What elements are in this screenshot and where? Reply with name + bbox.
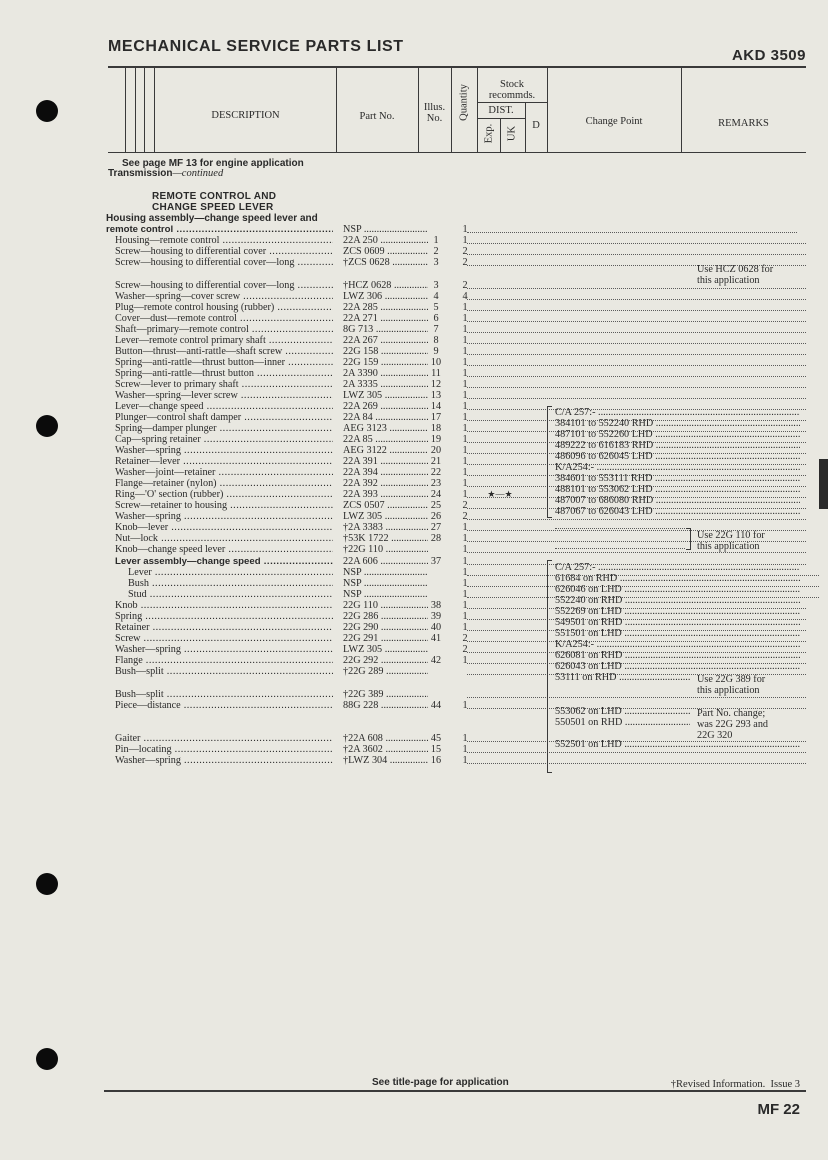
illus-number: 7 bbox=[433, 324, 439, 335]
transmission-label: Transmission bbox=[108, 168, 173, 179]
part-description: Retainer ..... bbox=[115, 622, 333, 633]
remark-part-change: was 22G 293 and bbox=[697, 719, 769, 730]
quantity: 1 bbox=[462, 379, 468, 390]
section-heading-1: REMOTE CONTROL AND bbox=[152, 191, 277, 202]
column-rule bbox=[144, 68, 145, 152]
quantity: 1 bbox=[462, 368, 468, 379]
change-point-text: 53111 on RHD ..... bbox=[555, 672, 690, 683]
part-description: Knob—lever ..... bbox=[115, 522, 333, 533]
row-rule bbox=[467, 288, 806, 289]
change-point-entry bbox=[555, 584, 805, 595]
part-description: Screw ..... bbox=[115, 633, 333, 644]
quantity: 2 bbox=[462, 246, 468, 257]
remark-hcz: Use HCZ 0628 for bbox=[697, 264, 774, 275]
change-point-entry bbox=[555, 672, 805, 683]
transmission-heading bbox=[108, 168, 223, 179]
column-rule bbox=[681, 68, 682, 152]
part-description: Washer—spring—lever screw ..... bbox=[115, 390, 333, 401]
illus-number: 3 bbox=[433, 257, 439, 268]
change-point-text: 550501 on RHD ..... bbox=[555, 717, 690, 728]
row-rule bbox=[467, 310, 806, 311]
part-number: †LWZ 304 ..... bbox=[343, 755, 428, 766]
part-number: 22A 85 ..... bbox=[343, 434, 428, 445]
col-illus-no: No. bbox=[426, 113, 443, 124]
illus-number: 26 bbox=[430, 511, 442, 522]
quantity: 1 bbox=[462, 423, 468, 434]
remark-bracket bbox=[686, 528, 691, 550]
part-number: ZCS 0507 ..... bbox=[343, 500, 428, 511]
illus-number: 20 bbox=[430, 445, 442, 456]
quantity: 1 bbox=[462, 522, 468, 533]
quantity: 1 bbox=[462, 456, 468, 467]
row-rule bbox=[467, 354, 806, 355]
quantity: 1 bbox=[462, 224, 468, 235]
row-rule bbox=[467, 232, 797, 233]
part-description: Spring ..... bbox=[115, 611, 333, 622]
illus-number: 44 bbox=[430, 700, 442, 711]
remark-22g110: this application bbox=[697, 541, 760, 552]
part-description: Lever—change speed ..... bbox=[115, 401, 333, 412]
part-description: Screw—housing to differential cover—long ..... bbox=[115, 280, 333, 291]
quantity: 1 bbox=[462, 489, 468, 500]
remark-part-change: Part No. change; bbox=[697, 708, 766, 719]
quantity: 1 bbox=[462, 622, 468, 633]
part-description: Button—thrust—anti-rattle—shaft screw ..... bbox=[115, 346, 333, 357]
change-point-entry bbox=[555, 639, 805, 650]
col-illus: Illus. bbox=[423, 102, 446, 113]
part-description: Plug—remote control housing (rubber) ..... bbox=[115, 302, 333, 313]
quantity: 1 bbox=[462, 235, 468, 246]
stock-stars: ★—★ bbox=[487, 489, 513, 499]
quantity: 2 bbox=[462, 257, 468, 268]
part-description: Gaiter ..... bbox=[115, 733, 333, 744]
illus-number: 39 bbox=[430, 611, 442, 622]
row-rule bbox=[467, 321, 806, 322]
part-number: 22A 267 ..... bbox=[343, 335, 428, 346]
header-bottom-rule bbox=[108, 152, 806, 153]
part-description: Knob ..... bbox=[115, 600, 333, 611]
binder-hole bbox=[36, 873, 58, 895]
change-point-entry bbox=[555, 650, 805, 661]
row-rule bbox=[467, 752, 806, 753]
change-point-entry bbox=[555, 440, 805, 451]
quantity: 1 bbox=[462, 578, 468, 589]
part-number: LWZ 305 ..... bbox=[343, 511, 428, 522]
row-rule bbox=[467, 387, 806, 388]
change-point-entry bbox=[555, 418, 805, 429]
col-dist: DIST. bbox=[488, 105, 514, 116]
change-point-text: 487067 to 626043 LHD ..... bbox=[555, 506, 800, 517]
change-point-entry bbox=[555, 484, 805, 495]
part-description: remote control ..... bbox=[106, 224, 333, 235]
illus-number: 27 bbox=[430, 522, 442, 533]
part-description: Washer—spring—cover screw ..... bbox=[115, 291, 333, 302]
change-point-entry bbox=[555, 739, 805, 750]
part-number: 22A 392 ..... bbox=[343, 478, 428, 489]
column-rule bbox=[451, 68, 452, 152]
part-number: AEG 3123 ..... bbox=[343, 423, 428, 434]
part-description: Screw—housing to differential cover ..... bbox=[115, 246, 333, 257]
quantity: 1 bbox=[462, 313, 468, 324]
col-description: DESCRIPTION bbox=[211, 110, 280, 121]
row-rule bbox=[467, 243, 806, 244]
row-rule bbox=[467, 376, 806, 377]
change-point-entry bbox=[555, 706, 805, 717]
part-number: NSP ..... bbox=[343, 224, 428, 235]
part-description: Cap—spring retainer ..... bbox=[115, 434, 333, 445]
quantity: 1 bbox=[462, 533, 468, 544]
quantity: 1 bbox=[462, 733, 468, 744]
section-heading-2: CHANGE SPEED LEVER bbox=[152, 202, 274, 213]
part-description: Spring—anti-rattle—thrust button—inner ..... bbox=[115, 357, 333, 368]
part-description: Plunger—control shaft damper ..... bbox=[115, 412, 333, 423]
continued-label: —continued bbox=[172, 168, 224, 179]
remark-rule bbox=[555, 548, 685, 550]
change-point-entry bbox=[555, 628, 805, 639]
change-point-text: 626046 on LHD ..... bbox=[555, 584, 800, 595]
revised-info bbox=[671, 1079, 800, 1090]
change-point-text: 486096 to 626045 LHD ..... bbox=[555, 451, 800, 462]
illus-number: 9 bbox=[433, 346, 439, 357]
row-rule bbox=[467, 519, 806, 520]
part-number: 8G 713 ..... bbox=[343, 324, 428, 335]
part-description: Stud ..... bbox=[128, 589, 333, 600]
change-point-entry bbox=[555, 606, 805, 617]
change-point-entry bbox=[555, 462, 805, 473]
part-number: LWZ 305 ..... bbox=[343, 390, 428, 401]
change-point-text: 489222 to 616183 RHD ..... bbox=[555, 440, 800, 451]
part-number: 22A 84 ..... bbox=[343, 412, 428, 423]
column-rule bbox=[125, 68, 126, 152]
part-description: Retainer—lever ..... bbox=[115, 456, 333, 467]
part-number: 22A 606 ..... bbox=[343, 556, 428, 567]
change-point-text: 488101 to 553062 LHD ..... bbox=[555, 484, 800, 495]
row-rule bbox=[467, 365, 806, 366]
change-point-entry bbox=[555, 661, 805, 672]
illus-number: 15 bbox=[430, 744, 442, 755]
quantity: 1 bbox=[462, 390, 468, 401]
change-point-text: 553062 on LHD ..... bbox=[555, 706, 690, 717]
part-number: 22A 391 ..... bbox=[343, 456, 428, 467]
column-rule bbox=[500, 118, 501, 152]
part-number: 88G 228 ..... bbox=[343, 700, 428, 711]
illus-number: 18 bbox=[430, 423, 442, 434]
change-point-text: 487101 to 552260 LHD ..... bbox=[555, 429, 800, 440]
illus-number: 12 bbox=[430, 379, 442, 390]
part-description: Screw—lever to primary shaft ..... bbox=[115, 379, 333, 390]
change-point-text: 552240 on RHD ..... bbox=[555, 595, 800, 606]
change-point-entry bbox=[555, 495, 805, 506]
part-description: Piece—distance ..... bbox=[115, 700, 333, 711]
part-description: Housing—remote control ..... bbox=[115, 235, 333, 246]
illus-number: 6 bbox=[433, 313, 439, 324]
part-description: Washer—spring ..... bbox=[115, 511, 333, 522]
quantity: 1 bbox=[462, 700, 468, 711]
part-description: Ring—'O' section (rubber) ..... bbox=[115, 489, 333, 500]
part-description: Bush—split ..... bbox=[115, 666, 333, 677]
illus-number: 37 bbox=[430, 556, 442, 567]
part-number: †22G 110 ..... bbox=[343, 544, 428, 555]
change-point-entry bbox=[555, 451, 805, 462]
change-point-text: 384101 to 552240 RHD ..... bbox=[555, 418, 800, 429]
column-rule bbox=[336, 68, 337, 152]
change-point-text: 552269 on LHD ..... bbox=[555, 606, 800, 617]
quantity: 1 bbox=[462, 600, 468, 611]
quantity: 1 bbox=[462, 324, 468, 335]
column-rule bbox=[547, 68, 548, 152]
quantity: 1 bbox=[462, 467, 468, 478]
quantity: 1 bbox=[462, 589, 468, 600]
quantity: 1 bbox=[462, 556, 468, 567]
illus-number: 1 bbox=[433, 235, 439, 246]
illus-number: 17 bbox=[430, 412, 442, 423]
remark-22g110: Use 22G 110 for bbox=[697, 530, 765, 541]
change-point-bracket bbox=[547, 406, 552, 518]
change-point-entry bbox=[555, 562, 805, 573]
part-number: †2A 3602 ..... bbox=[343, 744, 428, 755]
column-rule bbox=[135, 68, 136, 152]
part-number: †22G 289 ..... bbox=[343, 666, 428, 677]
engine-note: See page MF 13 for engine application bbox=[122, 158, 304, 169]
quantity: 1 bbox=[462, 401, 468, 412]
change-point-text: 626043 on LHD ..... bbox=[555, 661, 800, 672]
quantity: 2 bbox=[462, 633, 468, 644]
part-description: Bush—split ..... bbox=[115, 689, 333, 700]
change-point-entry bbox=[555, 407, 805, 418]
quantity: 1 bbox=[462, 335, 468, 346]
stock-rule bbox=[477, 102, 547, 103]
col-stock: Stock bbox=[500, 79, 524, 90]
part-number: 22G 110 ..... bbox=[343, 600, 428, 611]
change-point-entry bbox=[555, 506, 805, 517]
row-rule bbox=[467, 552, 806, 553]
remark-22g389: Use 22G 389 for bbox=[697, 674, 766, 685]
illus-number: 28 bbox=[430, 533, 442, 544]
title-page-note: See title-page for application bbox=[372, 1077, 509, 1088]
part-number: †HCZ 0628 ..... bbox=[343, 280, 428, 291]
housing-assembly-heading: Housing assembly—change speed lever and bbox=[106, 213, 318, 224]
change-point-text: 549501 on RHD ..... bbox=[555, 617, 800, 628]
part-number: 22G 292 ..... bbox=[343, 655, 428, 666]
part-description: Knob—change speed lever ..... bbox=[115, 544, 333, 555]
quantity: 1 bbox=[462, 412, 468, 423]
row-rule bbox=[467, 697, 806, 698]
illus-number: 41 bbox=[430, 633, 442, 644]
quantity: 2 bbox=[462, 500, 468, 511]
quantity: 4 bbox=[462, 291, 468, 302]
row-rule bbox=[467, 254, 806, 255]
row-rule bbox=[467, 763, 806, 764]
part-number: 22G 159 ..... bbox=[343, 357, 428, 368]
quantity: 1 bbox=[462, 357, 468, 368]
change-point-entry bbox=[555, 473, 805, 484]
change-point-entry bbox=[555, 573, 805, 584]
illus-number: 45 bbox=[430, 733, 442, 744]
footer-rule bbox=[104, 1090, 806, 1092]
quantity: 1 bbox=[462, 755, 468, 766]
revised-label: †Revised Information. bbox=[670, 1079, 766, 1090]
part-number: LWZ 306 ..... bbox=[343, 291, 428, 302]
part-description: Washer—spring ..... bbox=[115, 644, 333, 655]
part-number: NSP ..... bbox=[343, 567, 428, 578]
change-point-text: 384601 to 553111 RHD ..... bbox=[555, 473, 800, 484]
illus-number: 25 bbox=[430, 500, 442, 511]
document-code: AKD 3509 bbox=[731, 47, 806, 64]
quantity: 1 bbox=[462, 611, 468, 622]
illus-number: 22 bbox=[430, 467, 442, 478]
part-number: †ZCS 0628 ..... bbox=[343, 257, 428, 268]
illus-number: 23 bbox=[430, 478, 442, 489]
illus-number: 2 bbox=[433, 246, 439, 257]
dist-rule bbox=[477, 118, 525, 119]
illus-number: 16 bbox=[430, 755, 442, 766]
part-number: 22G 286 ..... bbox=[343, 611, 428, 622]
change-point-text: C/A 257:- ..... bbox=[555, 562, 800, 573]
part-number: 22A 271 ..... bbox=[343, 313, 428, 324]
change-point-text: 552501 on LHD ..... bbox=[555, 739, 800, 750]
page-title: MECHANICAL SERVICE PARTS LIST bbox=[108, 38, 404, 55]
col-recommds: recommds. bbox=[488, 90, 536, 101]
quantity: 1 bbox=[462, 434, 468, 445]
col-quantity: Quantity bbox=[458, 84, 470, 121]
part-description: Lever ..... bbox=[128, 567, 333, 578]
part-description: Flange ..... bbox=[115, 655, 333, 666]
quantity: 2 bbox=[462, 511, 468, 522]
part-number: 22G 290 ..... bbox=[343, 622, 428, 633]
change-point-text: 626081 on RHD ..... bbox=[555, 650, 800, 661]
illus-number: 24 bbox=[430, 489, 442, 500]
change-point-text: C/A 257:- ..... bbox=[555, 407, 800, 418]
part-number: 22G 158 ..... bbox=[343, 346, 428, 357]
part-description: Flange—retainer (nylon) ..... bbox=[115, 478, 333, 489]
illus-number: 3 bbox=[433, 280, 439, 291]
part-description: Screw—housing to differential cover—long ..... bbox=[115, 257, 333, 268]
part-description: Nut—lock ..... bbox=[115, 533, 333, 544]
row-rule bbox=[467, 398, 806, 399]
illus-number: 11 bbox=[431, 368, 441, 379]
part-description: Washer—spring ..... bbox=[115, 445, 333, 456]
illus-number: 10 bbox=[430, 357, 442, 368]
part-number: 22A 250 ..... bbox=[343, 235, 428, 246]
part-description: Shaft—primary—remote control ..... bbox=[115, 324, 333, 335]
col-exp: Exp. bbox=[483, 123, 495, 144]
col-change-point: Change Point bbox=[585, 116, 643, 127]
part-number: 22A 394 ..... bbox=[343, 467, 428, 478]
illus-number: 14 bbox=[430, 401, 442, 412]
illus-number: 5 bbox=[433, 302, 439, 313]
col-part-no: Part No. bbox=[359, 111, 395, 122]
page-number: MF 22 bbox=[757, 1101, 800, 1118]
part-number: †22G 389 ..... bbox=[343, 689, 428, 700]
part-description: Bush ..... bbox=[128, 578, 333, 589]
remark-hcz: this application bbox=[697, 275, 760, 286]
part-number: NSP ..... bbox=[343, 589, 428, 600]
quantity: 1 bbox=[462, 744, 468, 755]
change-point-text: 551501 on LHD ..... bbox=[555, 628, 800, 639]
part-description: Washer—spring ..... bbox=[115, 755, 333, 766]
illus-number: 42 bbox=[430, 655, 442, 666]
quantity: 1 bbox=[462, 346, 468, 357]
part-number: 22A 269 ..... bbox=[343, 401, 428, 412]
part-number: 22G 291 ..... bbox=[343, 633, 428, 644]
illus-number: 19 bbox=[430, 434, 442, 445]
remark-22g389: this application bbox=[697, 685, 760, 696]
part-number: 22A 393 ..... bbox=[343, 489, 428, 500]
binder-hole bbox=[36, 415, 58, 437]
header-top-rule bbox=[108, 66, 806, 68]
illus-number: 38 bbox=[430, 600, 442, 611]
part-number: 2A 3390 ..... bbox=[343, 368, 428, 379]
part-number: LWZ 305 ..... bbox=[343, 644, 428, 655]
illus-number: 13 bbox=[430, 390, 442, 401]
col-remarks: REMARKS bbox=[718, 118, 769, 129]
illus-number: 4 bbox=[433, 291, 439, 302]
part-number: NSP ..... bbox=[343, 578, 428, 589]
part-number: †22A 608 ..... bbox=[343, 733, 428, 744]
change-point-text: K/A254:- ..... bbox=[555, 639, 800, 650]
binder-hole bbox=[36, 100, 58, 122]
change-point-text: K/A254:- ..... bbox=[555, 462, 800, 473]
change-point-entry bbox=[555, 429, 805, 440]
change-point-entry bbox=[555, 595, 805, 606]
part-description: Pin—locating ..... bbox=[115, 744, 333, 755]
col-d: D bbox=[532, 120, 540, 131]
quantity: 1 bbox=[462, 445, 468, 456]
part-number: ZCS 0609 ..... bbox=[343, 246, 428, 257]
quantity: 1 bbox=[462, 655, 468, 666]
part-description: Spring—damper plunger ..... bbox=[115, 423, 333, 434]
issue-label: Issue 3 bbox=[770, 1079, 800, 1090]
remark-part-change: 22G 320 bbox=[697, 730, 733, 741]
change-point-entry bbox=[555, 617, 805, 628]
change-point-text: 487007 to 686080 RHD ..... bbox=[555, 495, 800, 506]
illus-number: 21 bbox=[430, 456, 442, 467]
part-number: †2A 3383 ..... bbox=[343, 522, 428, 533]
part-description: Spring—anti-rattle—thrust button ..... bbox=[115, 368, 333, 379]
quantity: 1 bbox=[462, 567, 468, 578]
row-rule bbox=[467, 343, 806, 344]
change-point-text: 61684 on RHD ..... bbox=[555, 573, 800, 584]
part-description: Washer—joint—retainer ..... bbox=[115, 467, 333, 478]
row-rule bbox=[467, 332, 806, 333]
edge-tab bbox=[819, 459, 828, 509]
quantity: 1 bbox=[462, 544, 468, 555]
row-rule bbox=[467, 299, 806, 300]
part-description: Lever—remote control primary shaft ..... bbox=[115, 335, 333, 346]
change-point-bracket bbox=[547, 560, 552, 773]
illus-number: 8 bbox=[433, 335, 439, 346]
part-description: Lever assembly—change speed ..... bbox=[115, 556, 333, 567]
part-description: Cover—dust—remote control ..... bbox=[115, 313, 333, 324]
part-number: 2A 3335 ..... bbox=[343, 379, 428, 390]
col-uk: UK bbox=[506, 125, 518, 142]
quantity: 1 bbox=[462, 302, 468, 313]
quantity: 1 bbox=[462, 478, 468, 489]
part-number: AEG 3122 ..... bbox=[343, 445, 428, 456]
quantity: 2 bbox=[462, 644, 468, 655]
remark-rule bbox=[555, 528, 685, 530]
quantity: 2 bbox=[462, 280, 468, 291]
binder-hole bbox=[36, 1048, 58, 1070]
part-number: 22A 285 ..... bbox=[343, 302, 428, 313]
illus-number: 40 bbox=[430, 622, 442, 633]
part-number: †53K 1722 ..... bbox=[343, 533, 428, 544]
part-description: Screw—retainer to housing ..... bbox=[115, 500, 333, 511]
